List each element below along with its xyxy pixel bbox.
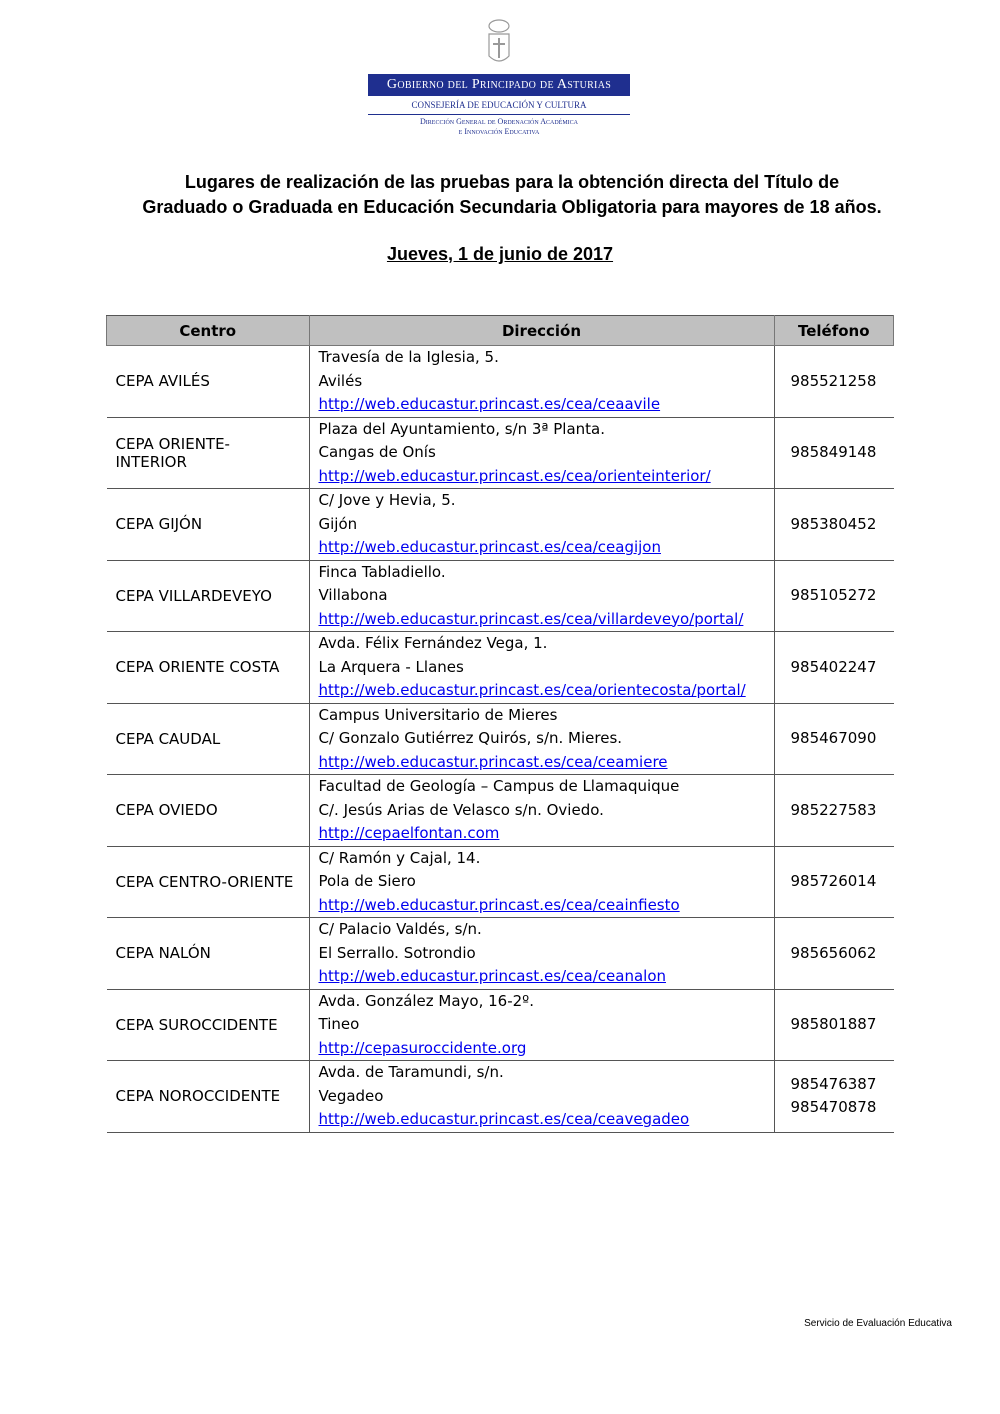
address-line-2: Avilés [318, 371, 363, 390]
footer-text: Servicio de Evaluación Educativa [804, 1318, 952, 1329]
telefono-cell [774, 703, 894, 775]
center-website-link[interactable]: http://web.educastur.princast.es/cea/ceavegadeo [318, 1110, 690, 1128]
address-line-2: C/. Jesús Arias de Velasco s/n. Oviedo. [318, 800, 604, 819]
coat-of-arms-icon [486, 18, 512, 66]
address-line-2: Cangas de Onís [318, 443, 436, 461]
logo-banner: Gobierno del Principado de Asturias [368, 74, 630, 96]
telefono-cell [774, 775, 894, 847]
address-line-2: Vegadeo [318, 1086, 384, 1105]
direccion-cell [309, 489, 774, 561]
centro-cell: CEPA ORIENTE-INTERIOR [107, 417, 310, 489]
phone-number: 985726014 [790, 872, 877, 890]
centro-cell: CEPA ORIENTE COSTA [107, 632, 310, 704]
phone-number: 985801887 [790, 1015, 877, 1033]
phone-number: 985476387 [790, 1074, 877, 1093]
address-line-1: Avda. González Mayo, 16-2º. [318, 991, 535, 1010]
center-website-link[interactable]: http://web.educastur.princast.es/cea/ceanalon [318, 967, 666, 985]
telefono-cell [774, 1061, 894, 1133]
direccion-line1: Dirección General de Ordenación Académica [420, 117, 578, 126]
address-line-1: C/ Jove y Hevia, 5. [318, 491, 456, 509]
centers-table [106, 315, 894, 1133]
center-website-link[interactable]: http://web.educastur.princast.es/cea/villardeveyo/portal/ [318, 609, 744, 628]
address-line-1: Travesía de la Iglesia, 5. [318, 348, 499, 366]
address-line-2: Pola de Siero [318, 872, 416, 890]
direccion-line2: e Innovación Educativa [458, 127, 540, 136]
table-row [107, 560, 894, 632]
phone-number: 985402247 [790, 657, 877, 676]
address-line-1: Finca Tabladiello. [318, 562, 446, 581]
telefono-cell [774, 846, 894, 918]
telefono-cell [774, 417, 894, 489]
direccion-cell [309, 1061, 774, 1133]
telefono-cell [774, 918, 894, 990]
table-row [107, 1061, 894, 1133]
direccion-cell [309, 918, 774, 990]
address-line-1: Avda. de Taramundi, s/n. [318, 1063, 504, 1081]
table-row [107, 989, 894, 1061]
address-line-2: Tineo [318, 1015, 360, 1033]
address-line-1: Facultad de Geología – Campus de Llamaquique [318, 777, 680, 795]
center-website-link[interactable]: http://web.educastur.princast.es/cea/ceamiere [318, 752, 668, 771]
telefono-cell [774, 489, 894, 561]
exam-date [0, 244, 1000, 265]
center-website-link[interactable]: http://web.educastur.princast.es/cea/orienteinterior/ [318, 466, 711, 485]
direccion-cell [309, 846, 774, 918]
table-row [107, 417, 894, 489]
telefono-cell [774, 632, 894, 704]
centro-cell: CEPA NOROCCIDENTE [107, 1061, 310, 1133]
address-line-1: C/ Palacio Valdés, s/n. [318, 920, 482, 938]
phone-number: 985656062 [790, 943, 877, 962]
center-website-link[interactable]: http://web.educastur.princast.es/cea/ceagijon [318, 538, 661, 556]
table-row [107, 632, 894, 704]
centro-cell: CEPA NALÓN [107, 918, 310, 990]
table-row [107, 846, 894, 918]
table-row [107, 775, 894, 847]
direccion-cell [309, 632, 774, 704]
document-title [100, 170, 924, 220]
centro-cell: CEPA CAUDAL [107, 703, 310, 775]
center-website-link[interactable]: http://web.educastur.princast.es/cea/ceainfiesto [318, 895, 680, 914]
direccion-cell [309, 775, 774, 847]
address-line-2: El Serrallo. Sotrondio [318, 943, 476, 962]
address-line-1: Plaza del Ayuntamiento, s/n 3ª Planta. [318, 419, 606, 438]
address-line-1: Campus Universitario de Mieres [318, 705, 558, 724]
direccion-cell [309, 560, 774, 632]
center-website-link[interactable]: http://web.educastur.princast.es/cea/ceaavile [318, 395, 661, 413]
title-line-2: Graduado o Graduada en Educación Secundaria Obligatoria para mayores de 18 años. [142, 197, 882, 217]
phone-number-secondary: 985470878 [790, 1098, 877, 1117]
header-direccion: Dirección [309, 316, 774, 346]
phone-number: 985521258 [790, 371, 877, 390]
table-row [107, 346, 894, 418]
address-line-1: Avda. Félix Fernández Vega, 1. [318, 634, 548, 652]
table-row [107, 703, 894, 775]
address-line-2: La Arquera - Llanes [318, 657, 464, 676]
centro-cell: CEPA AVILÉS [107, 346, 310, 418]
centro-cell: CEPA VILLARDEVEYO [107, 560, 310, 632]
direccion-cell [309, 989, 774, 1061]
phone-number: 985227583 [790, 800, 877, 819]
table-header-row [107, 316, 894, 346]
consejeria-label: CONSEJERÍA DE EDUCACIÓN Y CULTURA [368, 100, 630, 115]
centro-cell: CEPA OVIEDO [107, 775, 310, 847]
address-line-2: Villabona [318, 586, 388, 604]
header-telefono: Teléfono [774, 316, 894, 346]
telefono-cell [774, 560, 894, 632]
telefono-cell [774, 346, 894, 418]
direccion-cell [309, 346, 774, 418]
table-row [107, 918, 894, 990]
center-website-link[interactable]: http://cepasuroccidente.org [318, 1038, 527, 1057]
center-website-link[interactable]: http://web.educastur.princast.es/cea/orientecosta/portal/ [318, 681, 746, 699]
direccion-cell [309, 703, 774, 775]
direccion-cell [309, 417, 774, 489]
phone-number: 985849148 [790, 443, 877, 461]
address-line-2: C/ Gonzalo Gutiérrez Quirós, s/n. Mieres. [318, 729, 623, 747]
exam-date-text: Jueves, 1 de junio de 2017 [386, 244, 614, 264]
center-website-link[interactable]: http://cepaelfontan.com [318, 824, 500, 842]
centro-cell: CEPA CENTRO-ORIENTE [107, 846, 310, 918]
header-centro: Centro [107, 316, 310, 346]
phone-number: 985380452 [790, 514, 877, 533]
title-line-1: Lugares de realización de las pruebas para la obtención directa del Título de [184, 172, 840, 192]
table-row [107, 489, 894, 561]
address-line-1: C/ Ramón y Cajal, 14. [318, 848, 481, 867]
phone-number: 985105272 [790, 586, 877, 604]
centro-cell: CEPA GIJÓN [107, 489, 310, 561]
government-logo [368, 18, 630, 137]
telefono-cell [774, 989, 894, 1061]
centro-cell: CEPA SUROCCIDENTE [107, 989, 310, 1061]
phone-number: 985467090 [790, 729, 877, 747]
address-line-2: Gijón [318, 514, 358, 533]
